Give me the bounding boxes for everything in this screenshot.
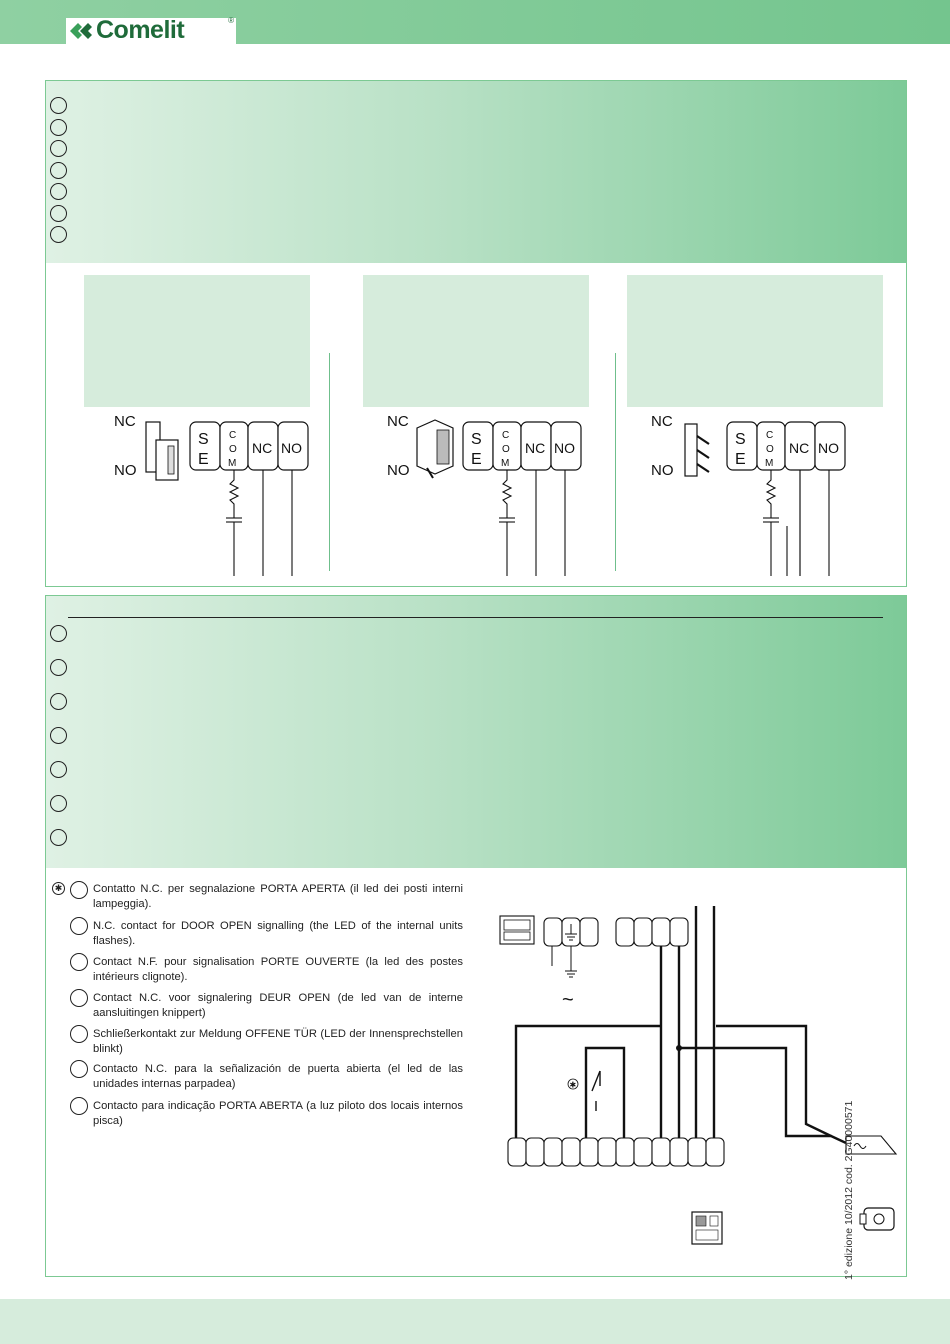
note-english: N.C. contact for DOOR OPEN signalling (the LED of the internal units flashes).: [93, 920, 463, 947]
diagram-caption-box-2: [363, 275, 589, 407]
language-circle: [50, 226, 67, 243]
wiring-lines: [499, 470, 565, 576]
brand-logo: [66, 18, 236, 44]
svg-text:M: M: [765, 458, 774, 469]
note-french: Contact N.F. pour signalisation PORTE OUVERTE (la led des postes intérieurs clignote).: [93, 956, 463, 983]
svg-text:NC: NC: [252, 440, 273, 456]
svg-text:S: S: [198, 431, 209, 448]
power-supply-icon: [500, 916, 534, 944]
brand-registered-mark: ®: [228, 16, 234, 25]
language-circle: [50, 119, 67, 136]
note-circle: [70, 917, 88, 935]
pin-contact-icon: [685, 424, 709, 476]
language-circle: [50, 795, 67, 812]
no-label: NO: [387, 462, 410, 479]
language-circle: [50, 693, 67, 710]
surface-contact-icon: [146, 422, 178, 480]
brand-name: Comelit: [96, 16, 185, 44]
svg-text:E: E: [198, 451, 209, 468]
note-circle: [70, 1060, 88, 1078]
terminal-block: [463, 422, 581, 470]
switch-star-label: ✱: [569, 1080, 577, 1090]
svg-text:M: M: [501, 458, 510, 469]
wiring-diagram-1: [106, 406, 346, 576]
language-circle: [50, 659, 67, 676]
note-circle: [70, 989, 88, 1007]
note-circle: [70, 881, 88, 899]
language-circle: [50, 829, 67, 846]
note-circle: [70, 953, 88, 971]
language-circle: [50, 761, 67, 778]
document-code: 1° edizione 10/2012 cod. 2G40000571: [843, 1100, 855, 1280]
nc-label: NC: [114, 413, 136, 430]
note-italian: Contatto N.C. per segnalazione PORTA APERTA (il led dei posti interni lampeggia).: [93, 883, 463, 910]
wiring-lines: [763, 470, 829, 576]
language-circle: [50, 183, 67, 200]
svg-text:C: C: [502, 430, 510, 441]
no-label: NO: [651, 462, 674, 479]
terminal-block: [727, 422, 845, 470]
svg-text:NC: NC: [789, 440, 810, 456]
language-circle: [50, 140, 67, 157]
wiring-diagram-3: [643, 406, 883, 576]
svg-text:O: O: [766, 444, 774, 455]
nc-label: NC: [651, 413, 673, 430]
svg-text:NC: NC: [525, 440, 546, 456]
logo-mark-icon: [68, 19, 96, 43]
wiring-panel-top: [45, 80, 907, 587]
language-circle: [50, 205, 67, 222]
section-rule: [68, 617, 883, 618]
language-text-area: [46, 596, 906, 868]
note-spanish: Contacto N.C. para la señalización de puerta abierta (el led de las unidades internas parpadea): [93, 1063, 463, 1090]
language-circle: [50, 625, 67, 642]
entrance-panel-icon: [692, 1212, 722, 1244]
language-circle: [50, 97, 67, 114]
svg-text:S: S: [471, 431, 482, 448]
no-label: NO: [114, 462, 137, 479]
language-text-area: [46, 81, 906, 263]
language-circle: [50, 162, 67, 179]
star-symbol: ✱: [52, 882, 65, 895]
svg-text:C: C: [766, 430, 774, 441]
recessed-contact-icon: [417, 420, 453, 478]
junction-dot: [676, 1045, 682, 1051]
svg-text:E: E: [471, 451, 482, 468]
note-circle: [70, 1097, 88, 1115]
diagram-caption-box-3: [627, 275, 883, 407]
language-circle: [50, 727, 67, 744]
svg-text:E: E: [735, 451, 746, 468]
svg-text:NO: NO: [818, 440, 839, 456]
svg-text:M: M: [228, 458, 237, 469]
terminal-block: [190, 422, 308, 470]
bottom-terminal-block: [508, 1138, 724, 1166]
wiring-diagram-2: [379, 406, 619, 576]
svg-text:NO: NO: [554, 440, 575, 456]
note-circle: [70, 1025, 88, 1043]
wiring-panel-bottom: [45, 595, 907, 1277]
svg-text:C: C: [229, 430, 237, 441]
note-dutch: Contact N.C. voor signalering DEUR OPEN (de led van de interne aansluitingen knippert): [93, 992, 463, 1019]
note-german: Schließerkontakt zur Meldung OFFENE TÜR (LED der Innensprechstellen blinkt): [93, 1028, 463, 1055]
svg-text:NO: NO: [281, 440, 302, 456]
svg-text:O: O: [229, 444, 237, 455]
bell-icon: [860, 1208, 894, 1230]
ac-symbol: ~: [562, 989, 574, 1011]
wiring-lines: [226, 470, 292, 576]
top-terminal-block: [544, 918, 688, 946]
note-portuguese: Contacto para indicação PORTA ABERTA (a luz piloto dos locais internos pisca): [93, 1100, 463, 1127]
nc-label: NC: [387, 413, 409, 430]
footer-bar: [0, 1299, 950, 1344]
diagram-caption-box-1: [84, 275, 310, 407]
svg-text:O: O: [502, 444, 510, 455]
open-door-switch: [592, 1071, 600, 1111]
svg-text:S: S: [735, 431, 746, 448]
